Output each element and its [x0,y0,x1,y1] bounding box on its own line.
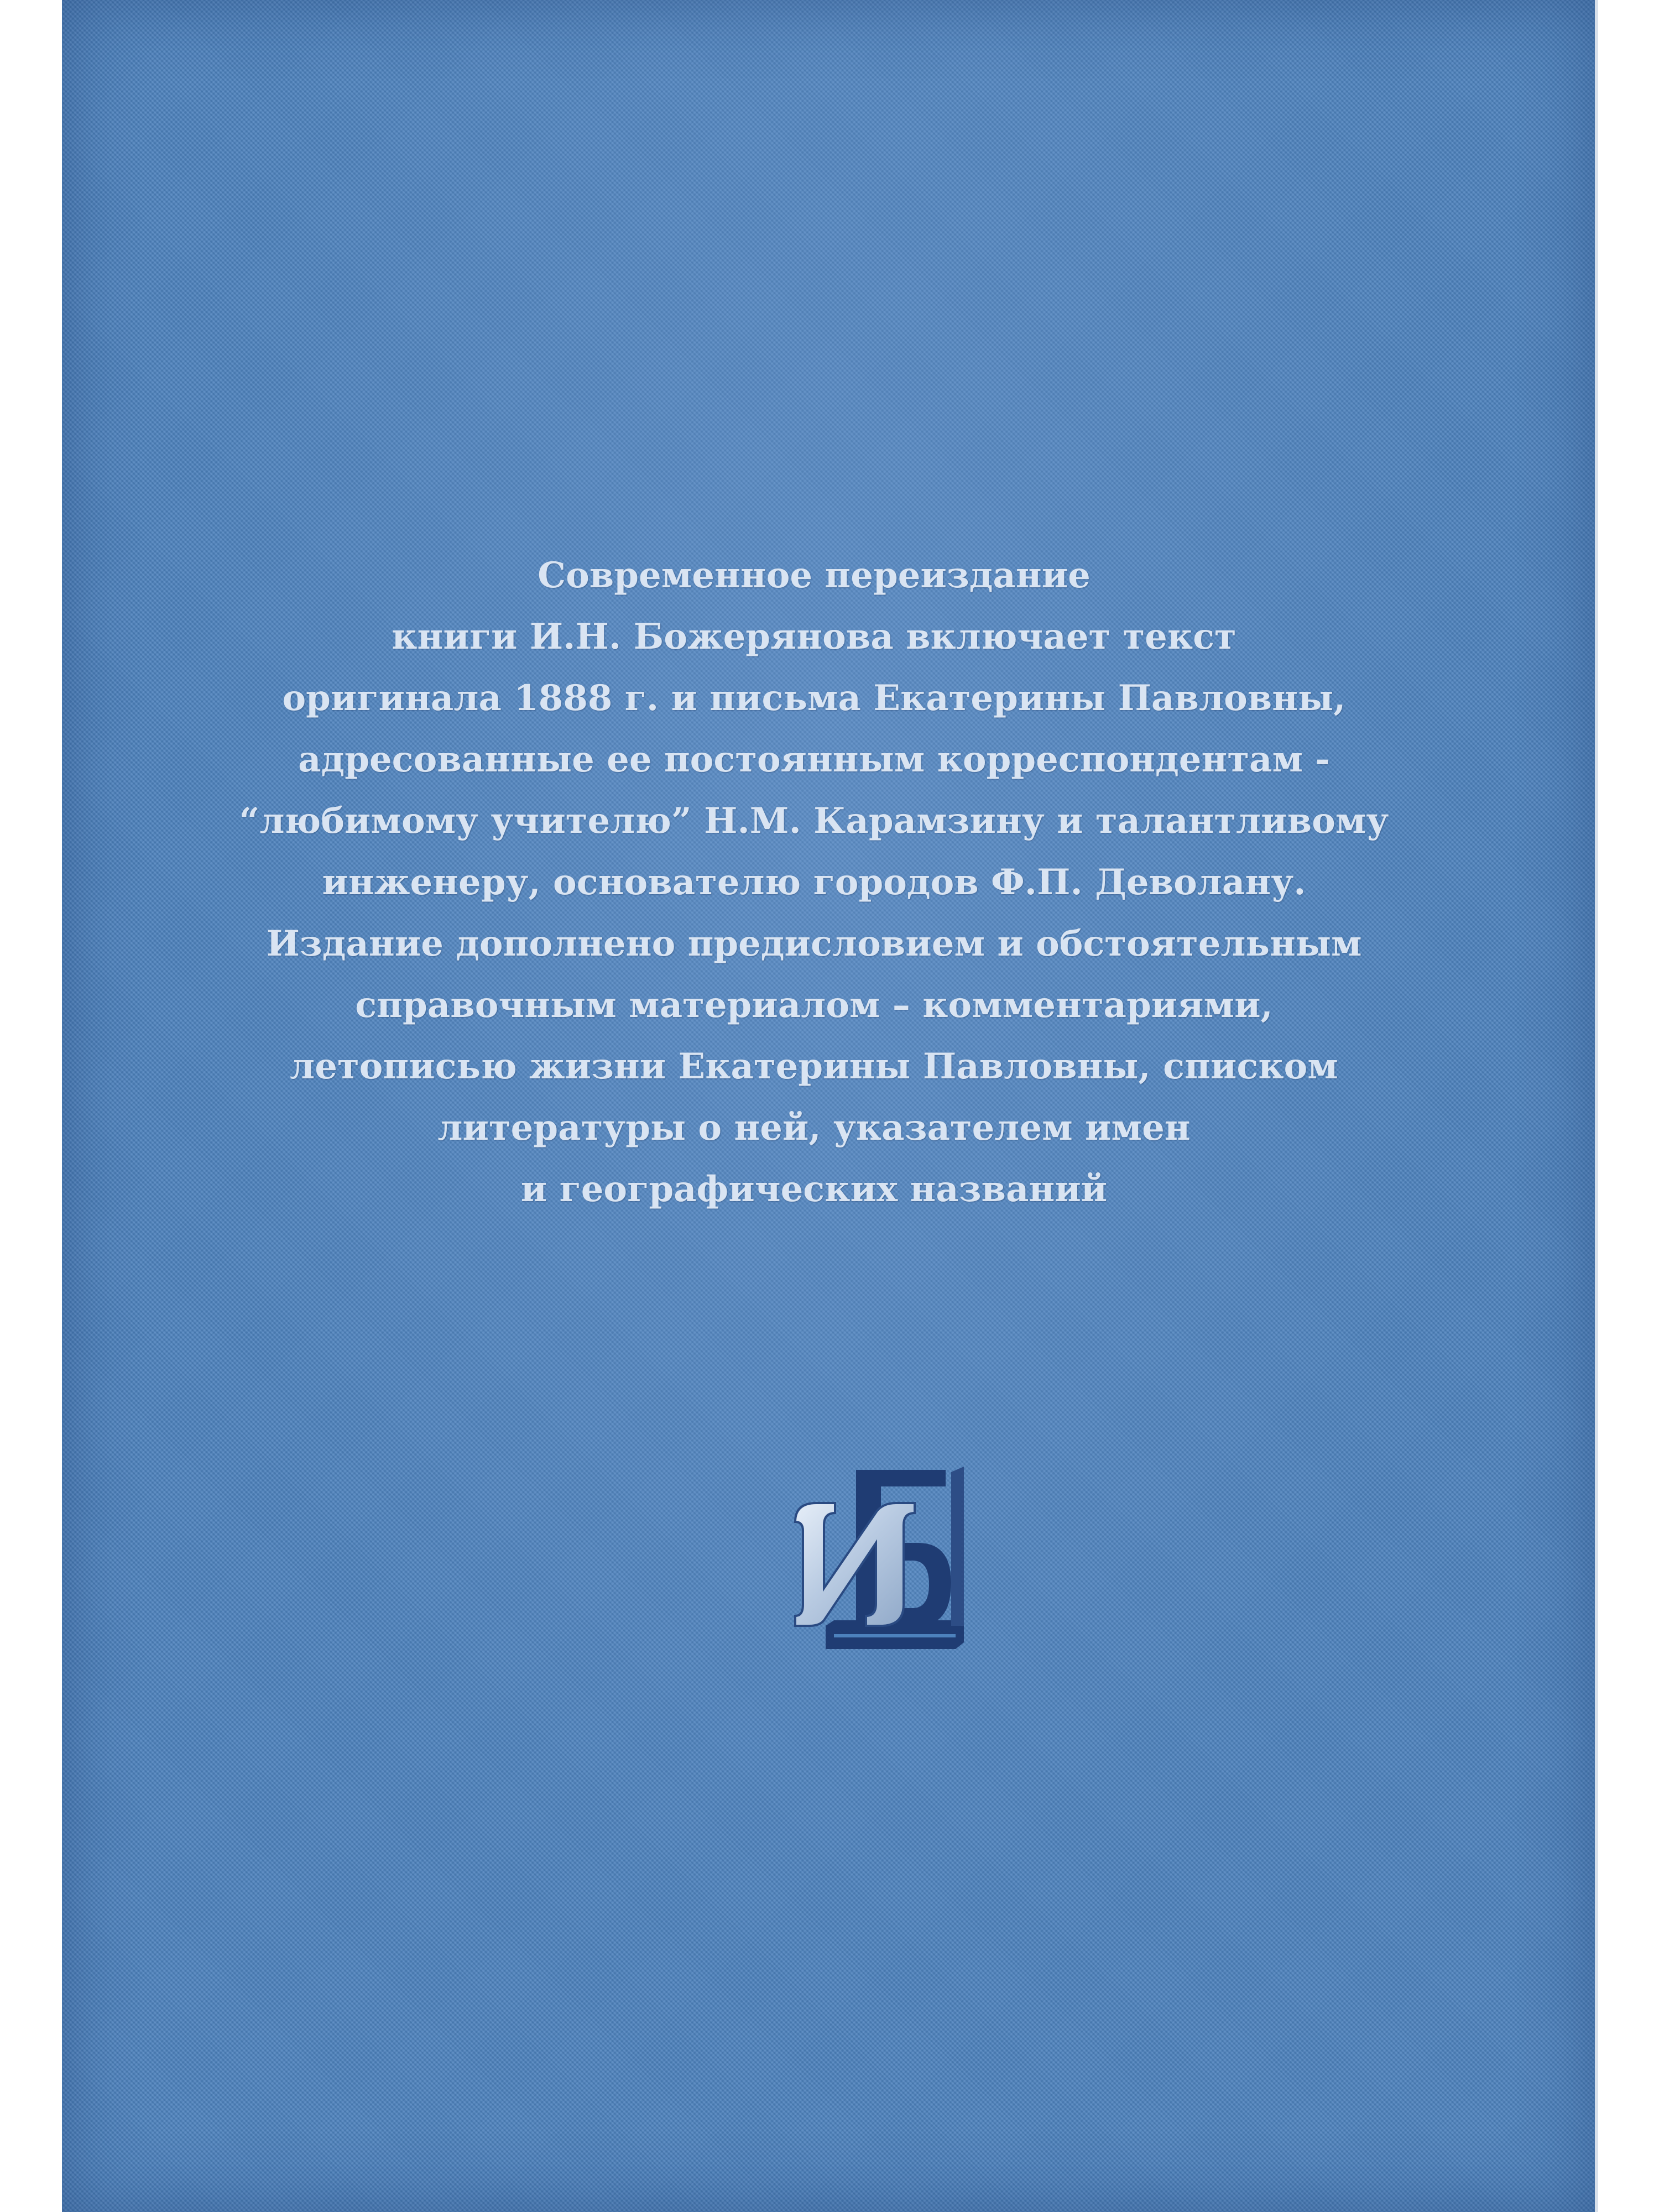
blurb-line: Современное переиздание [538,555,1091,596]
blurb-line: инженеру, основателю городов Ф.П. Деволану. [322,862,1306,903]
blurb-line: Издание дополнено предисловием и обстоятельным [266,923,1362,964]
cover-edge [1595,0,1598,2212]
blurb-line: и географических названий [520,1168,1108,1210]
publisher-monogram-icon [773,1460,972,1681]
blurb-line: адресованные ее постоянным корреспондентам - [298,739,1330,780]
blurb-line: “любимому учителю” Н.М. Карамзину и талантливому [239,800,1389,842]
cover-blurb [228,545,1400,1220]
blurb-line: литературы о ней, указателем имен [437,1107,1191,1149]
blurb-line: летописью жизни Екатерины Павловны, списком [290,1046,1338,1087]
blurb-line: оригинала 1888 г. и письма Екатерины Павловны, [282,677,1346,719]
blurb-line: книги И.Н. Божерянова включает текст [392,616,1237,658]
blurb-line: справочным материалом – комментариями, [355,984,1273,1026]
